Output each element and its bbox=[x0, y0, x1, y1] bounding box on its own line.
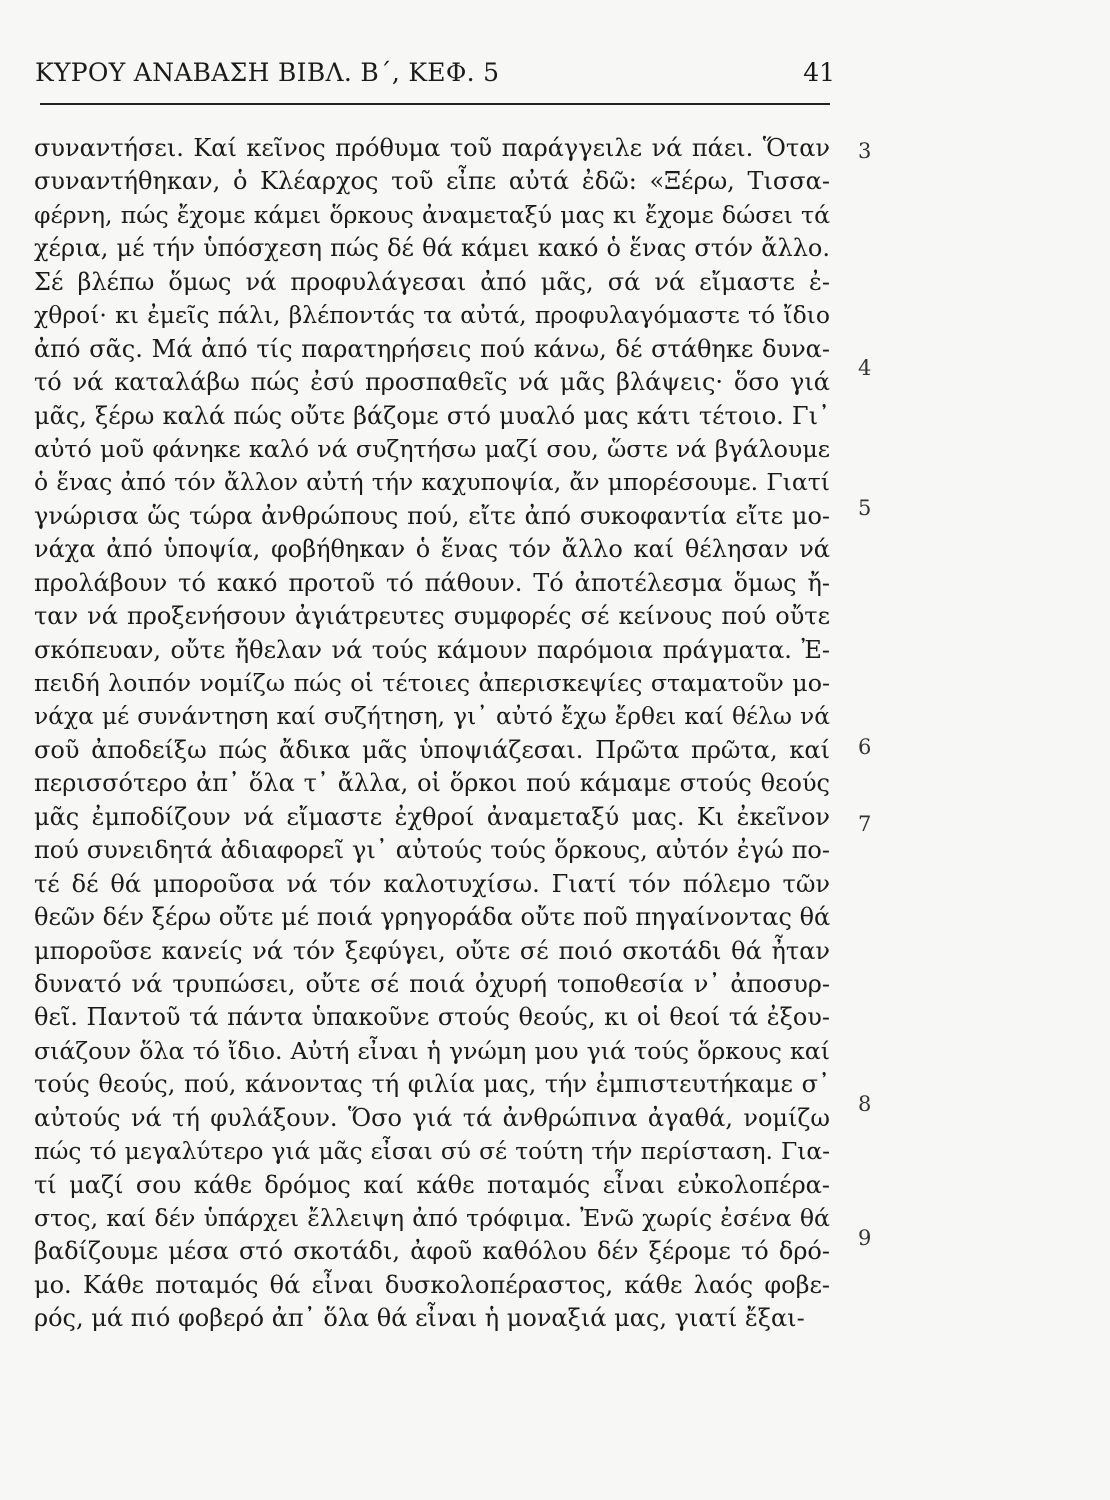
section-number: 6 bbox=[858, 735, 872, 759]
text-line: χέρια, μέ τήν ὑπόσχεση πώς δέ θά κάμει κακό ὁ ἕνας στόν ἄλλο. bbox=[34, 234, 830, 263]
text-line: αὐτούς νά τή φυλάξουν. Ὅσο γιά τά ἀνθρώπινα ἀγαθά, νομίζω bbox=[34, 1103, 830, 1132]
text-line: ἀπό σᾶς. Μά ἀπό τίς παρατηρήσεις πού κάνω, δέ στάθηκε δυνα- bbox=[34, 334, 830, 363]
text-line: νάχα ἀπό ὑποψία, φοβήθηκαν ὁ ἕνας τόν ἄλλο καί θέλησαν νά bbox=[34, 535, 830, 564]
page-number: 41 bbox=[803, 58, 835, 87]
text-line: μο. Κάθε ποταμός θά εἶναι δυσκολοπέραστος, κάθε λαός φοβε- bbox=[34, 1270, 830, 1299]
text-line: ρός, μά πιό φοβερό ἀπ᾿ ὅλα θά εἶναι ἡ μοναξιά μας, γιατί ἔξαι- bbox=[34, 1304, 805, 1333]
text-line: ταν νά προξενήσουν ἀγιάτρευτες συμφορές σέ κείνους πού οὔτε bbox=[34, 602, 830, 631]
text-line: γνώρισα ὥς τώρα ἀνθρώπους πού, εἴτε ἀπό συκοφαντία εἴτε μο- bbox=[34, 501, 830, 530]
text-line: μποροῦσε κανείς νά τόν ξεφύγει, οὔτε σέ ποιό σκοτάδι θά ἦταν bbox=[34, 936, 830, 965]
text-line: πώς τό μεγαλύτερο γιά μᾶς εἶσαι σύ σέ τούτη τήν περίσταση. Για- bbox=[34, 1137, 830, 1166]
text-line: δυνατό νά τρυπώσει, οὔτε σέ ποιά ὀχυρή τοποθεσία ν᾿ ἀποσυρ- bbox=[34, 969, 830, 998]
text-line: τί μαζί σου κάθε δρόμος καί κάθε ποταμός εἶναι εὐκολοπέρα- bbox=[34, 1170, 830, 1199]
section-number: 9 bbox=[858, 1226, 872, 1250]
section-number: 7 bbox=[858, 812, 872, 836]
text-line: σοῦ ἀποδείξω πώς ἄδικα μᾶς ὑποψιάζεσαι. Πρῶτα πρῶτα, καί bbox=[34, 735, 830, 764]
running-head-title: ΚΥΡΟΥ ΑΝΑΒΑΣΗ ΒΙΒΛ. Β΄, ΚΕΦ. 5 bbox=[35, 58, 500, 87]
header-rule bbox=[40, 103, 830, 105]
text-line: μᾶς ἐμποδίζουν νά εἴμαστε ἐχθροί ἀναμεταξύ μας. Κι ἐκεῖνον bbox=[34, 802, 830, 831]
text-line: προλάβουν τό κακό προτοῦ τό πάθουν. Τό ἀποτέλεσμα ὅμως ἤ- bbox=[34, 568, 830, 597]
section-number: 5 bbox=[858, 496, 872, 520]
text-line: μᾶς, ξέρω καλά πώς οὔτε βάζομε στό μυαλό μας κάτι τέτοιο. Γι᾿ bbox=[34, 401, 830, 430]
text-line: τούς θεούς, πού, κάνοντας τή φιλία μας, τήν ἐμπιστευτήκαμε σ᾿ bbox=[34, 1070, 830, 1099]
text-line: συναντήθηκαν, ὁ Κλέαρχος τοῦ εἶπε αὐτά ἐδῶ: «Ξέρω, Τισσα- bbox=[34, 167, 830, 196]
text-line: περισσότερο ἀπ᾿ ὅλα τ᾿ ἄλλα, οἱ ὅρκοι πού κάμαμε στούς θεούς bbox=[34, 769, 830, 798]
text-line: ὁ ἕνας ἀπό τόν ἄλλον αὐτή τήν καχυποψία, ἄν μπορέσουμε. Γιατί bbox=[34, 468, 830, 497]
text-line: Σέ βλέπω ὅμως νά προφυλάγεσαι ἀπό μᾶς, σά νά εἴμαστε ἐ- bbox=[34, 267, 830, 296]
section-number: 8 bbox=[858, 1092, 872, 1116]
text-line: τέ δέ θά μποροῦσα νά τόν καλοτυχίσω. Γιατί τόν πόλεμο τῶν bbox=[34, 869, 830, 898]
text-line: τό νά καταλάβω πώς ἐσύ προσπαθεῖς νά μᾶς βλάψεις· ὅσο γιά bbox=[34, 368, 830, 397]
text-line: σκόπευαν, οὔτε ἤθελαν νά τούς κάμουν παρόμοια πράγματα. Ἐ- bbox=[34, 635, 830, 664]
text-line: αὐτό μοῦ φάνηκε καλό νά συζητήσω μαζί σου, ὥστε νά βγάλουμε bbox=[34, 434, 830, 463]
text-line: συναντήσει. Καί κεῖνος πρόθυμα τοῦ παράγγειλε νά πάει. Ὅταν bbox=[34, 134, 830, 162]
text-line: στος, καί δέν ὑπάρχει ἔλλειψη ἀπό τρόφιμα. Ἐνῶ χωρίς ἐσένα θά bbox=[34, 1204, 830, 1232]
text-line: πειδή λοιπόν νομίζω πώς οἱ τέτοιες ἀπερισκεψίες σταματοῦν μο- bbox=[34, 669, 830, 697]
running-header bbox=[35, 58, 835, 98]
text-line: θεῶν δέν ξέρω οὔτε μέ ποιά γρηγοράδα οὔτε ποῦ πηγαίνοντας θά bbox=[34, 903, 831, 932]
text-line: πού συνειδητά ἀδιαφορεῖ γι᾿ αὐτούς τούς ὅρκους, αὐτόν ἐγώ πο- bbox=[34, 836, 830, 865]
section-number: 4 bbox=[858, 356, 872, 380]
body-text bbox=[34, 132, 830, 1336]
text-line: φέρνη, πώς ἔχομε κάμει ὅρκους ἀναμεταξύ μας κι ἔχομε δώσει τά bbox=[34, 200, 830, 229]
section-number: 3 bbox=[858, 139, 872, 163]
text-line: θεῖ. Παντοῦ τά πάντα ὑπακοῦνε στούς θεούς, κι οἱ θεοί τά ἐξου- bbox=[34, 1003, 830, 1032]
text-line: βαδίζουμε μέσα στό σκοτάδι, ἀφοῦ καθόλου δέν ξέρομε τό δρό- bbox=[34, 1237, 830, 1266]
text-line: χθροί· κι ἐμεῖς πάλι, βλέποντάς τα αὐτά, προφυλαγόμαστε τό ἴδιο bbox=[34, 301, 830, 330]
text-line: σιάζουν ὅλα τό ἴδιο. Αὐτή εἶναι ἡ γνώμη μου γιά τούς ὅρκους καί bbox=[34, 1036, 830, 1065]
text-line: νάχα μέ συνάντηση καί συζήτηση, γι᾿ αὐτό ἔχω ἔρθει καί θέλω νά bbox=[34, 702, 830, 731]
